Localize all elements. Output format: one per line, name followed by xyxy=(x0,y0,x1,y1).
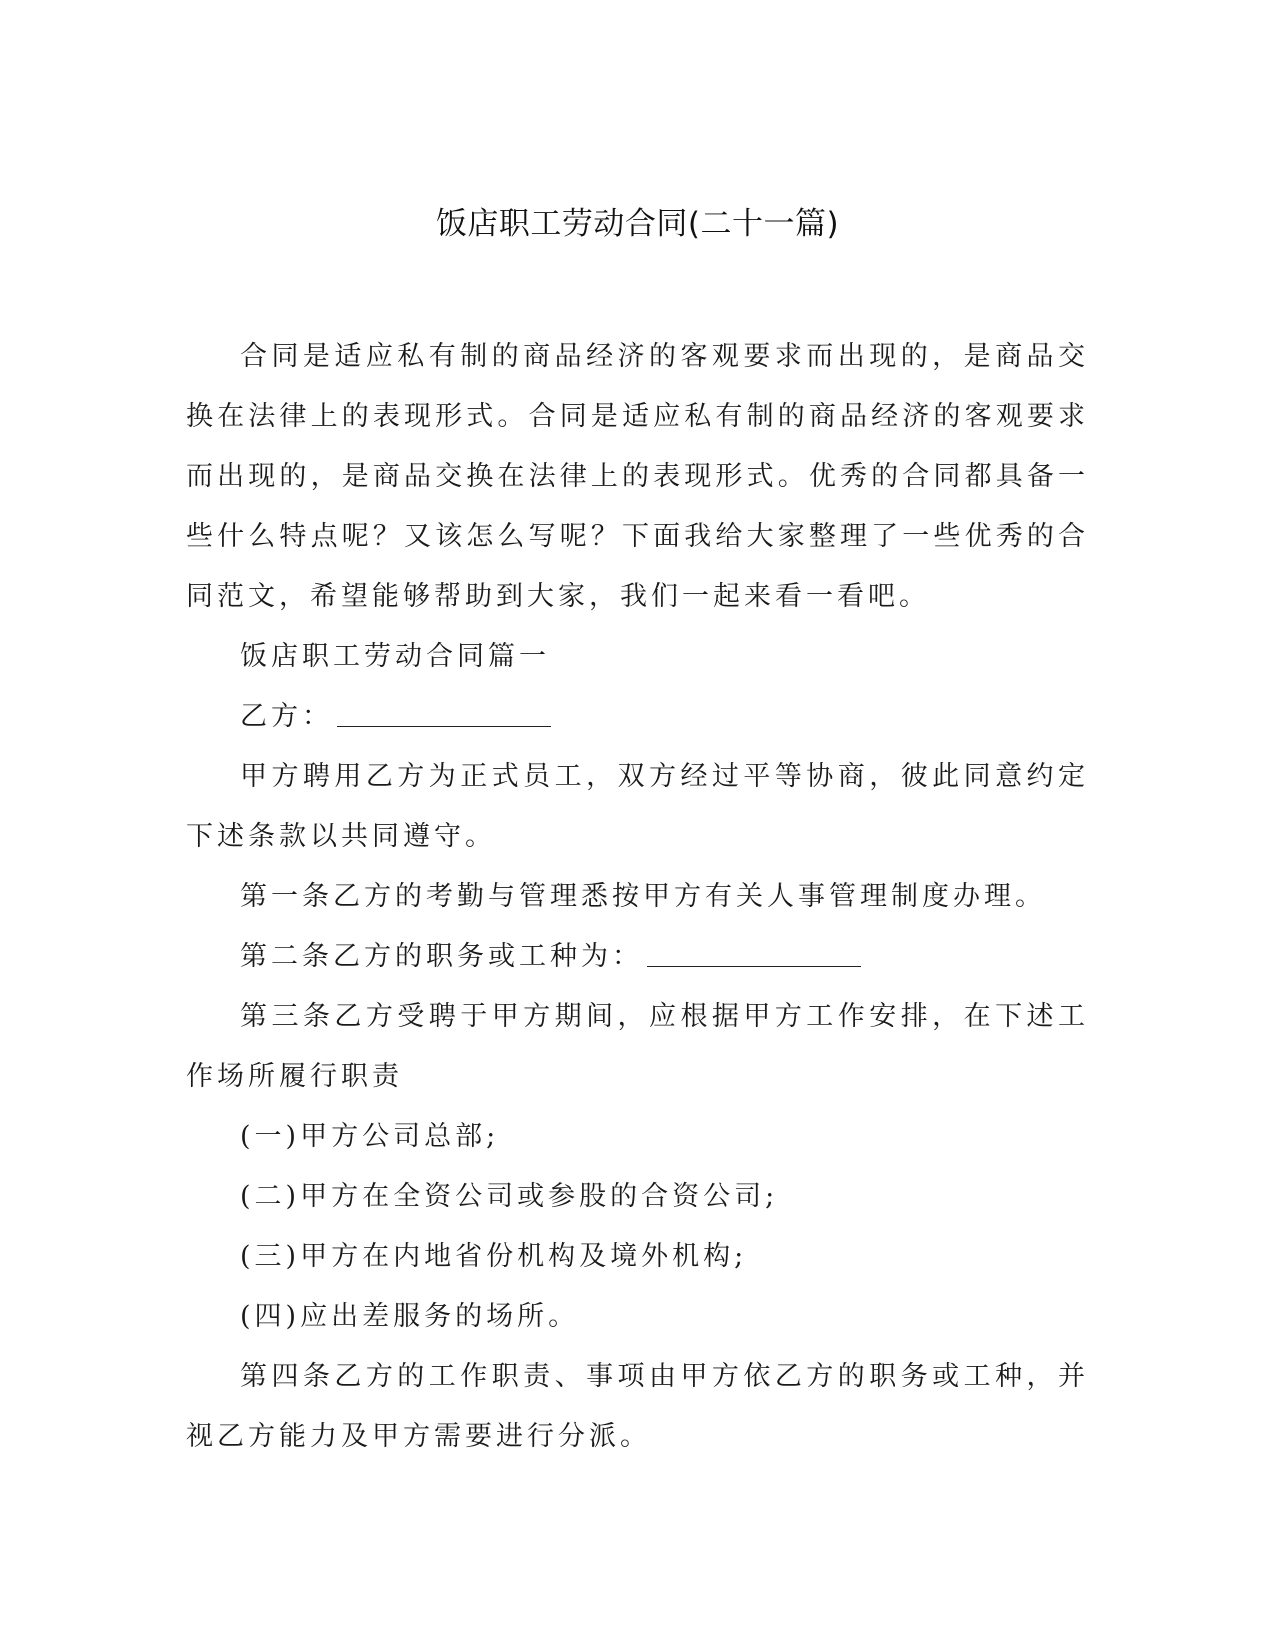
workplace-item-2: (二)甲方在全资公司或参股的合资公司; xyxy=(240,1181,779,1212)
article-2-line xyxy=(186,927,1089,987)
party-b-blank xyxy=(337,702,551,727)
article-2-label: 第二条乙方的职务或工种为： xyxy=(240,941,643,972)
party-b-line xyxy=(186,687,1089,747)
document-title: 饭店职工劳动合同(二十一篇) xyxy=(435,206,840,242)
workplace-item-4: (四)应出差服务的场所。 xyxy=(240,1301,580,1332)
article-4: 第四条乙方的工作职责、事项由甲方依乙方的职务或工种，并视乙方能力及甲方需要进行分派。 xyxy=(186,1361,1089,1452)
workplace-item-3: (三)甲方在内地省份机构及境外机构; xyxy=(240,1241,748,1272)
intro-paragraph: 合同是适应私有制的商品经济的客观要求而出现的，是商品交换在法律上的表现形式。合同是适应私有制的商品经济的客观要求而出现的，是商品交换在法律上的表现形式。优秀的合同都具备一些什么特点呢？又该怎么写呢？下面我给大家整理了一些优秀的合同范文，希望能够帮助到大家，我们一起来看一看吧。 xyxy=(186,341,1089,612)
position-blank xyxy=(647,942,861,967)
document-body xyxy=(186,327,1089,1467)
article-3: 第三条乙方受聘于甲方期间，应根据甲方工作安排，在下述工作场所履行职责 xyxy=(186,1001,1089,1092)
workplace-item-1: (一)甲方公司总部; xyxy=(240,1121,500,1152)
section-heading: 饭店职工劳动合同篇一 xyxy=(240,641,550,672)
party-b-label: 乙方： xyxy=(240,701,333,732)
article-1: 第一条乙方的考勤与管理悉按甲方有关人事管理制度办理。 xyxy=(240,881,1046,912)
agreement-paragraph: 甲方聘用乙方为正式员工，双方经过平等协商，彼此同意约定下述条款以共同遵守。 xyxy=(186,761,1089,852)
